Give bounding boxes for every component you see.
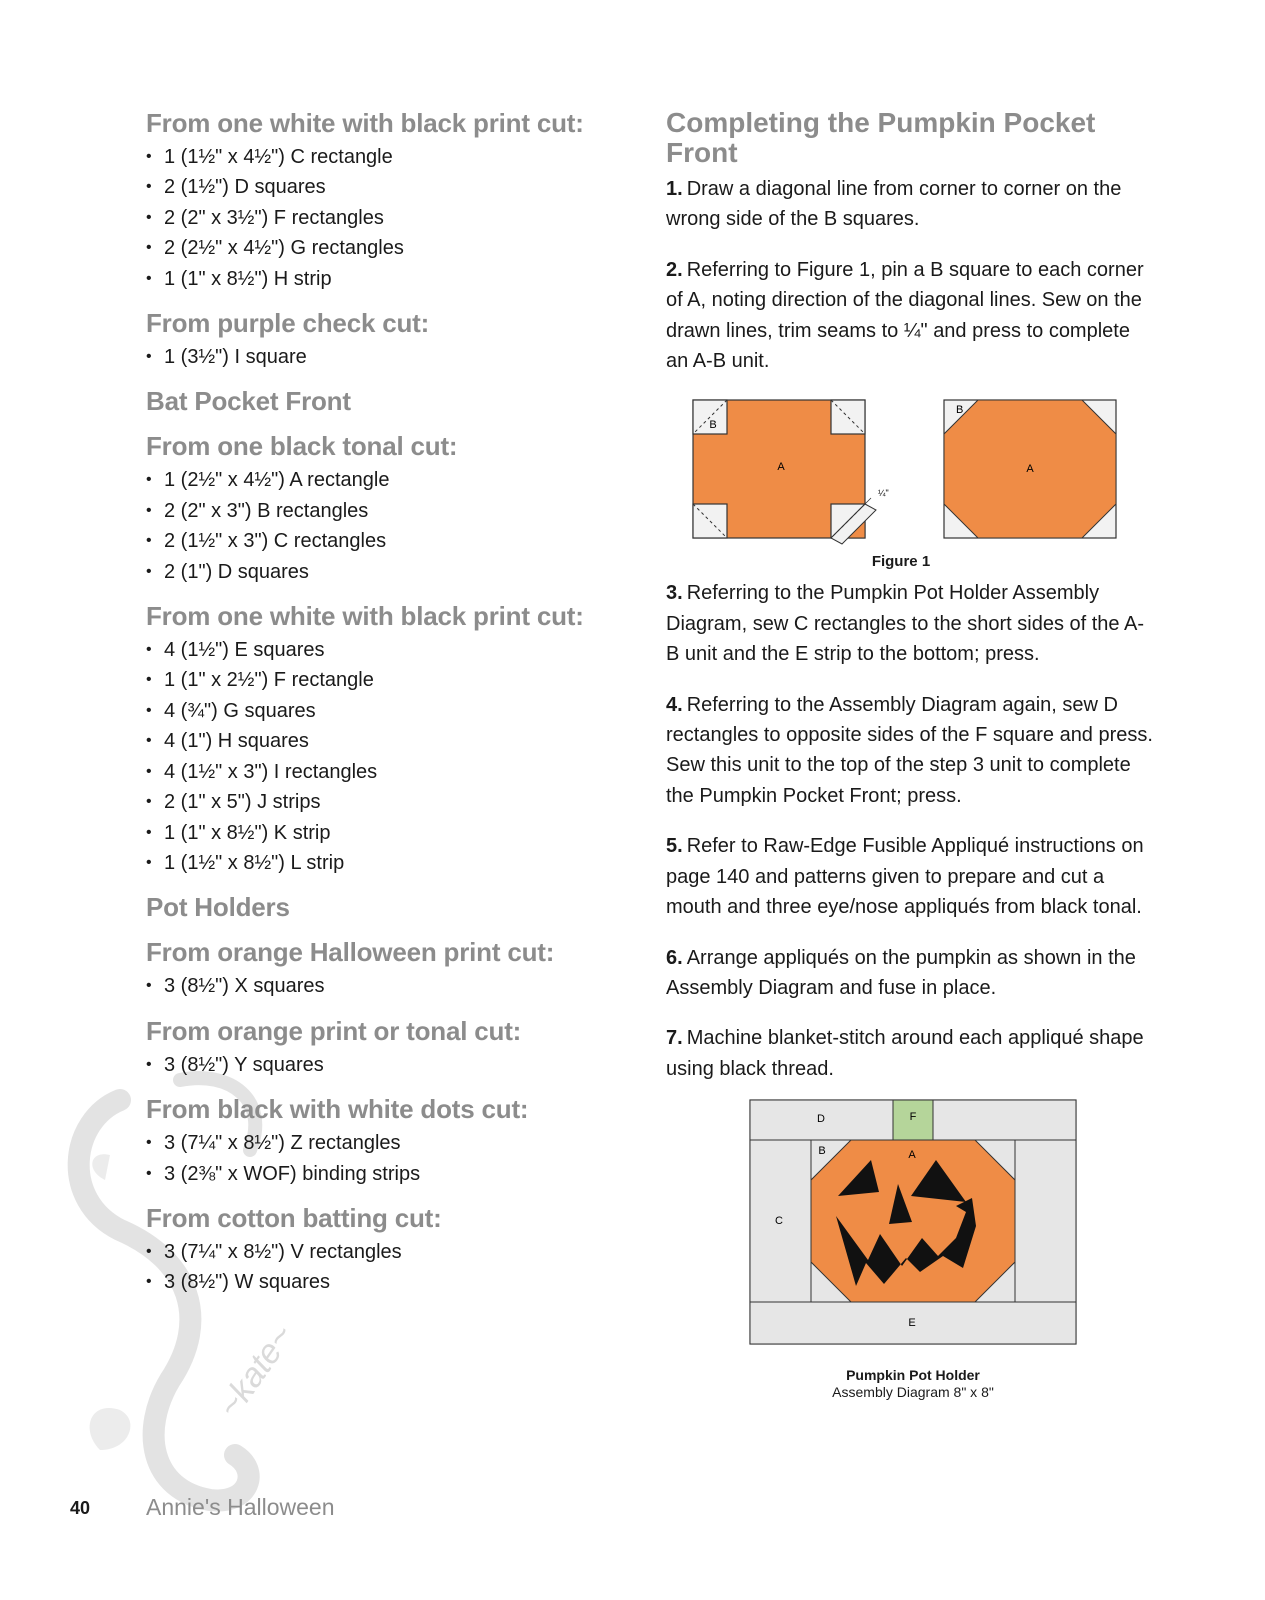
label-b: B: [818, 1145, 826, 1158]
list-item: • 2 (1") D squares: [146, 557, 626, 587]
list-item: • 3 (2⅜" x WOF) binding strips: [146, 1159, 626, 1189]
cut-list: [146, 1237, 626, 1298]
step-text: Draw a diagonal line from corner to corner on the wrong side of the B squares.: [666, 178, 1122, 231]
step-5: [666, 831, 1156, 922]
label-d: D: [817, 1113, 825, 1126]
assembly-caption-title: Pumpkin Pot Holder: [846, 1367, 980, 1384]
step-text: Refer to Raw-Edge Fusible Appliqué instructions on page 140 and patterns given to prepare and cut a mouth and three eye/nose appliqués from black tonal.: [666, 835, 1144, 919]
step-2: [666, 255, 1156, 377]
section-heading: From cotton batting cut:: [146, 1202, 442, 1233]
piece-c-right: [1015, 1140, 1076, 1302]
list-item: • 1 (1½" x 8½") L strip: [146, 848, 626, 878]
list-item: • 2 (1" x 5") J strips: [146, 787, 626, 817]
list-item: • 4 (1") H squares: [146, 726, 626, 756]
label-c: C: [775, 1215, 783, 1228]
cut-list: [146, 1128, 626, 1189]
section-heading: From black with white dots cut:: [146, 1094, 529, 1125]
cut-list: [146, 1050, 626, 1080]
label-b: B: [956, 404, 964, 417]
label-a: A: [908, 1149, 916, 1162]
section-heading: From orange print or tonal cut:: [146, 1015, 522, 1046]
figure-1-diagram: [666, 388, 1136, 548]
section-title: Completing the Pumpkin Pocket Front: [666, 107, 1096, 168]
assembly-instructions-column: [666, 108, 1156, 1401]
pumpkin-body: [811, 1140, 1015, 1302]
step-text: Arrange appliqués on the pumpkin as shown in the Assembly Diagram and fuse in place.: [666, 946, 1136, 999]
list-item: • 1 (1" x 8½") H strip: [146, 264, 626, 294]
step-4: [666, 690, 1156, 812]
label-b: B: [709, 419, 717, 432]
assembly-diagram-drawing: [666, 1098, 1156, 1348]
list-item: • 4 (1½" x 3") I rectangles: [146, 757, 626, 787]
section-heading: Pot Holders: [146, 892, 290, 923]
cut-list: [146, 342, 626, 372]
step-6: [666, 943, 1156, 1004]
list-item: • 1 (1½" x 4½") C rectangle: [146, 142, 626, 172]
label-a: A: [777, 461, 785, 474]
list-item: • 2 (1½") D squares: [146, 172, 626, 202]
step-7: [666, 1023, 1156, 1084]
assembly-caption-subtitle: Assembly Diagram 8" x 8": [832, 1384, 994, 1401]
list-item: • 3 (7¼" x 8½") Z rectangles: [146, 1128, 626, 1158]
step-text: Referring to Figure 1, pin a B square to each corner of A, noting direction of the diagonal lines. Sew on the drawn lines, trim seams to ¼" and press to complete an A-B unit.: [666, 258, 1144, 373]
label-f: F: [909, 1111, 917, 1124]
step-3: [666, 578, 1156, 669]
list-item: • 2 (1½" x 3") C rectangles: [146, 526, 626, 556]
section-heading: From one white with black print cut:: [146, 108, 584, 138]
step-text: Machine blanket-stitch around each appliqué shape using black thread.: [666, 1027, 1144, 1080]
step-text: Referring to the Assembly Diagram again, sew D rectangles to opposite sides of the F square and press. Sew this unit to the top of the step 3 unit to complete the Pumpkin Pocket Front; press.: [666, 693, 1153, 807]
section-heading: From one white with black print cut:: [146, 601, 584, 632]
cut-list: [146, 142, 626, 294]
list-item: • 3 (8½") Y squares: [146, 1050, 626, 1080]
list-item: • 1 (3½") I square: [146, 342, 626, 372]
step-text: Referring to the Pumpkin Pot Holder Assembly Diagram, sew C rectangles to the short sides of the A-B unit and the E strip to the bottom; press.: [666, 582, 1144, 666]
label-a: A: [1026, 463, 1034, 476]
assembly-diagram: [666, 1098, 1156, 1401]
book-title: Annie's Halloween: [146, 1494, 335, 1520]
step-number: 7.: [666, 1027, 683, 1050]
figure-1-unit-before: [693, 400, 889, 544]
list-item: • 1 (2½" x 4½") A rectangle: [146, 465, 626, 495]
list-item: • 1 (1" x 2½") F rectangle: [146, 665, 626, 695]
list-item: • 2 (2½" x 4½") G rectangles: [146, 233, 626, 263]
page-number: 40: [70, 1498, 91, 1518]
cut-list: [146, 635, 626, 878]
list-item: • 3 (7¼" x 8½") V rectangles: [146, 1237, 626, 1267]
cut-list: [146, 465, 626, 587]
cut-list: [146, 971, 626, 1001]
piece-d-right: [933, 1100, 1076, 1140]
step-1: [666, 174, 1156, 235]
list-item: • 4 (¾") G squares: [146, 696, 626, 726]
section-heading: From orange Halloween print cut:: [146, 937, 555, 968]
cutting-instructions-column: [146, 108, 626, 1312]
section-heading: From purple check cut:: [146, 308, 430, 339]
figure-1: [666, 388, 1136, 571]
list-item: • 2 (2" x 3½") F rectangles: [146, 203, 626, 233]
seam-label: ¼": [878, 488, 889, 499]
section-heading: From one black tonal cut:: [146, 431, 458, 462]
step-number: 1.: [666, 178, 683, 200]
watermark-text: ~kate~: [210, 1317, 302, 1425]
list-item: • 1 (1" x 8½") K strip: [146, 818, 626, 848]
list-item: • 2 (2" x 3") B rectangles: [146, 496, 626, 526]
step-number: 3.: [666, 582, 683, 605]
list-item: • 3 (8½") X squares: [146, 971, 626, 1001]
step-number: 5.: [666, 835, 683, 858]
label-e: E: [908, 1317, 916, 1330]
figure-1-unit-after: [944, 400, 1116, 538]
list-item: • 3 (8½") W squares: [146, 1267, 626, 1297]
step-number: 2.: [666, 258, 683, 281]
section-heading: Bat Pocket Front: [146, 386, 351, 417]
figure-1-caption: Figure 1: [871, 553, 931, 571]
step-number: 6.: [666, 946, 683, 969]
step-number: 4.: [666, 693, 683, 716]
list-item: • 4 (1½") E squares: [146, 635, 626, 665]
